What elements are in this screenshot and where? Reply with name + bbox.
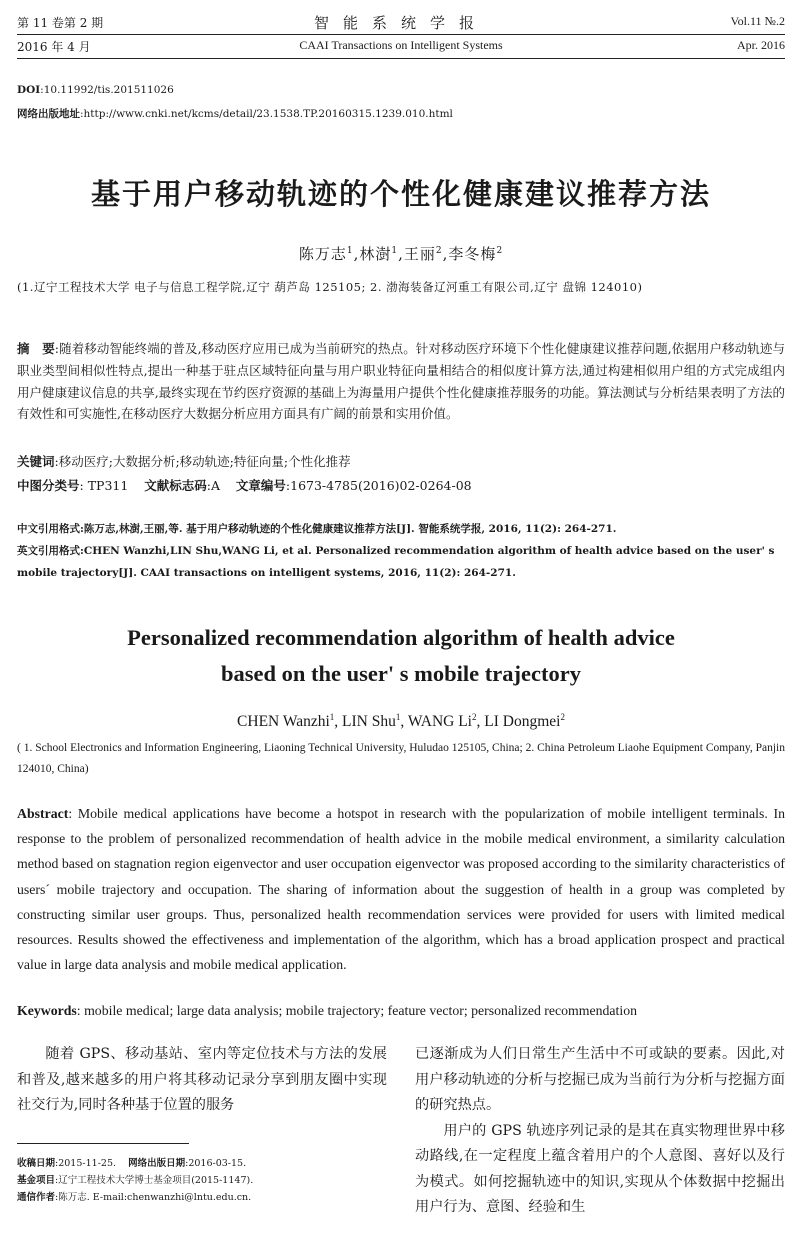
doi-label: DOI (17, 84, 41, 96)
doi-value[interactable]: :10.11992/tis.201511026 (40, 84, 174, 96)
journal-name-cn: 智能系统学报 (313, 14, 488, 32)
author-separator: , (442, 245, 449, 263)
keywords-cn (17, 452, 785, 470)
body-paragraph: 随着 GPS、移动基站、室内等定位技术与方法的发展和普及,越来越多的用户将其移动记录分享到朋友圈中实现社交行为,同时各种基于位置的服务 (17, 1046, 387, 1113)
authors-cn (0, 243, 802, 264)
keywords-cn-text: :移动医疗;大数据分析;移动轨迹;特征向量;个性化推荐 (54, 454, 351, 469)
author-affil-mark: 1 (395, 712, 401, 722)
body-column-left (17, 1042, 387, 1119)
clc-value: : TP311 (79, 478, 129, 493)
title-en (0, 620, 802, 692)
title-en-line: Personalized recommendation algorithm of health advice (127, 625, 675, 650)
footnote-rule (17, 1143, 189, 1144)
online-url-line (17, 106, 453, 121)
author-en: WANG Li (407, 713, 472, 731)
keywords-en-label: Keywords (17, 1003, 77, 1018)
citation-format-cn: 中文引用格式:陈万志,林澍,王丽,等. 基于用户移动轨迹的个性化健康建议推荐方法[J]. 智能系统学报, 2016, 11(2): 264-271. (17, 523, 617, 535)
doc-code-label: 文献标志码 (144, 478, 207, 493)
title-en-line: based on the user' s mobile trajectory (221, 661, 581, 686)
footnote-fund (17, 1172, 397, 1189)
author-affil-mark: 2 (435, 246, 443, 256)
received-date: :2015-11-25. (55, 1158, 117, 1169)
volume-issue-cn: 第 11 卷第 2 期 (17, 16, 104, 30)
affiliation-cn: (1.辽宁工程技术大学 电子与信息工程学院,辽宁 葫芦岛 125105; 2. 渤海装备辽河重工有限公司,辽宁 盘锦 124010) (17, 280, 643, 294)
header-rule-thick (17, 58, 785, 59)
authors-en (0, 712, 802, 731)
author-separator: , (353, 245, 360, 263)
body-paragraph: 用户的 GPS 轨迹序列记录的是其在真实物理世界中移动路线,在一定程度上蕴含着用户的个人意图、喜好以及行为模式。如何挖掘轨迹中的知识,实现从个体数据中挖掘出用户行为、意图、经验和生 (415, 1122, 785, 1215)
abstract-en-label: Abstract (17, 806, 69, 821)
online-url-label: 网络出版地址 (17, 108, 80, 120)
doi-line (17, 84, 174, 96)
article-number-value: :1673-4785(2016)02-0264-08 (285, 478, 472, 493)
online-date: :2016-03-15. (185, 1158, 247, 1169)
fund-text: :辽宁工程技术大学博士基金项目(2015-1147). (55, 1175, 254, 1186)
author-separator: , (400, 713, 408, 731)
footnote-dates (17, 1155, 397, 1172)
author-affil-mark: 2 (496, 246, 504, 256)
classification-cn (17, 476, 785, 494)
author-en: LI Dongmei (484, 713, 561, 731)
author-affil-mark: 1 (391, 246, 399, 256)
online-url-value[interactable]: :http://www.cnki.net/kcms/detail/23.1538.TP.20160315.1239.010.html (80, 108, 453, 120)
author-affil-mark: 1 (346, 246, 354, 256)
page-header (17, 12, 785, 62)
corresponding-text[interactable]: :陈万志. E-mail:chenwanzhi@lntu.edu.cn. (55, 1192, 252, 1203)
footnotes (17, 1155, 397, 1206)
body-paragraph: 已逐渐成为人们日常生产生活中不可或缺的要素。因此,对用户移动轨迹的分析与挖掘已成为当前行为分析与挖掘方面的研究热点。 (415, 1046, 785, 1113)
affiliation-en: ( 1. School Electronics and Information Engineering, Liaoning Technical University, Huludao 125105, China; 2. China Petroleum Liaohe Equipment Company, Panjin 124010, China) (17, 742, 785, 775)
author-en: LIN Shu (342, 713, 396, 731)
clc-label: 中图分类号 (17, 478, 80, 493)
author-cn: 陈万志 (298, 245, 347, 263)
author-cn: 李冬梅 (448, 245, 497, 263)
body-column-right (415, 1042, 785, 1221)
date-en: Apr. 2016 (737, 38, 785, 52)
author-affil-mark: 1 (329, 712, 335, 722)
abstract-en-text: : Mobile medical applications have become a hotspot in research with the popularization of mobile intelligent terminals. In response to the problem of personalized recommendation of health advice in the mobile medical environment, a similarity calculation method based on stagnation region eigenvector and user occupation eigenvector was proposed according to the similarity characteristics of users´ mobile trajectory and occupation. The sharing of information about the suggestion of health in a group was completed by constructing similar user groups. Thus, personalized health recommendation services were provided for users with limited medical resources. Results showed the effectiveness and implementation of the algorithm, which has a broad application prospect and practical value in large data analysis and mobile medical application. (17, 806, 785, 973)
received-label: 收稿日期 (17, 1158, 56, 1169)
date-cn: 2016 年 4 月 (17, 40, 91, 54)
journal-name-en: CAAI Transactions on Intelligent Systems (299, 38, 503, 52)
article-number-label: 文章编号 (235, 478, 286, 493)
doc-code-value: :A (206, 478, 220, 493)
title-cn: 基于用户移动轨迹的个性化健康建议推荐方法 (90, 177, 711, 211)
abstract-cn-label: 摘 要 (17, 341, 55, 356)
footnote-corresponding (17, 1189, 397, 1206)
keywords-en (17, 1003, 785, 1019)
author-separator: , (476, 713, 485, 731)
abstract-cn (17, 338, 785, 425)
header-rule-thin (17, 34, 785, 35)
author-separator: , (334, 713, 343, 731)
abstract-cn-text: :随着移动智能终端的普及,移动医疗应用已成为当前研究的热点。针对移动医疗环境下个性化健康建议推荐问题,依据用户移动轨迹与职业类型间相似性特点,提出一种基于驻点区域特征向量与用户职业特征向量相结合的相似度计算方法,通过构建相似用户组的方式完成组内用户健康建议信息的共享,最终实现在节约医疗资源的基础上为海量用户提供个性化健康推荐服务的功能。算法测试与分析结果表明了方法的有效性和可实施性,在移动医疗大数据分析应用方面具有广阔的前景和实用价值。 (17, 341, 785, 422)
abstract-en (17, 801, 785, 977)
author-affil-mark: 2 (472, 712, 477, 722)
author-affil-mark: 2 (560, 712, 565, 722)
author-cn: 林澍 (359, 245, 392, 263)
author-cn: 王丽 (403, 245, 436, 263)
citation-format-en: 英文引用格式:CHEN Wanzhi,LIN Shu,WANG Li, et al. Personalized recommendation algorithm of health advice based on the user' s mobile trajectory[J]. CAAI transactions on intelligent systems, 2016, 11(2): 264-271. (17, 545, 775, 579)
author-separator: , (398, 245, 404, 263)
corresponding-label: 通信作者 (17, 1192, 56, 1203)
keywords-cn-label: 关键词 (17, 454, 55, 469)
online-date-label: 网络出版日期 (128, 1158, 186, 1169)
author-en: CHEN Wanzhi (237, 713, 330, 731)
volume-issue-en: Vol.11 №.2 (730, 14, 785, 28)
fund-label: 基金项目 (17, 1175, 56, 1186)
keywords-en-text: : mobile medical; large data analysis; mobile trajectory; feature vector; personalized recommendation (76, 1003, 638, 1018)
